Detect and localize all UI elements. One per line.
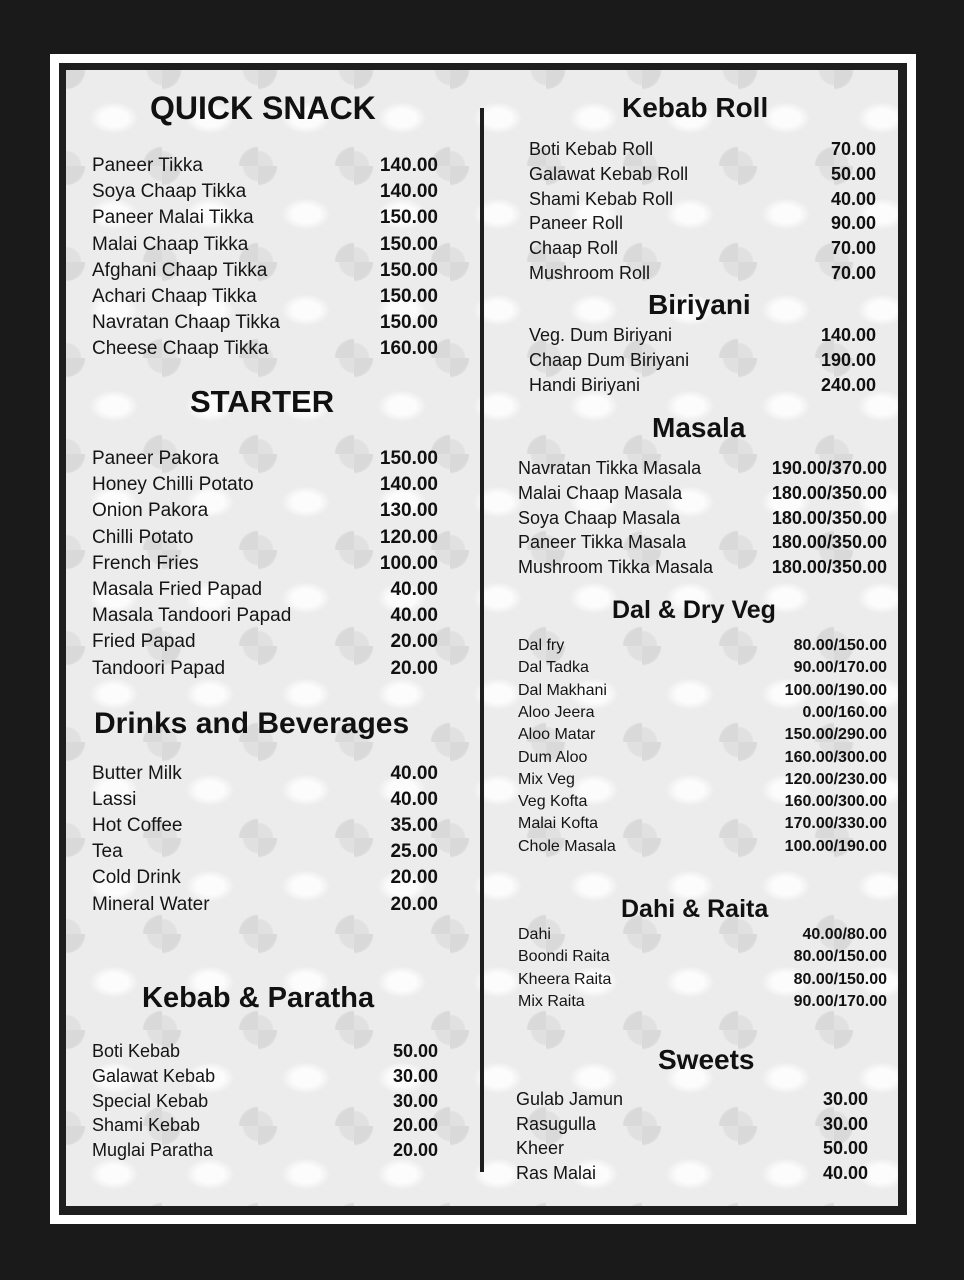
menu-item-name: Dahi bbox=[518, 926, 551, 943]
menu-item-name: Paneer Malai Tikka bbox=[92, 207, 254, 229]
menu-item-name: Dal fry bbox=[518, 637, 565, 654]
menu-item-name: Achari Chaap Tikka bbox=[92, 286, 257, 307]
menu-item-price: 70.00 bbox=[830, 263, 876, 283]
menu-item-price: 50.00 bbox=[830, 163, 876, 184]
menu-item-price: 140.00 bbox=[379, 155, 438, 176]
menu-item-name: Paneer Tikka bbox=[92, 155, 203, 176]
menu-item-name: Shami Kebab bbox=[92, 1115, 201, 1136]
menu-item-name: Galawat Kebab bbox=[92, 1065, 216, 1086]
menu-item-name: Muglai Paratha bbox=[92, 1140, 214, 1161]
sweets-heading: Sweets bbox=[658, 1044, 755, 1075]
menu-item-price: 40.00 bbox=[830, 188, 876, 209]
menu-item-name: Aloo Jeera bbox=[518, 703, 595, 721]
menu-item-name: Chaap Dum Biriyani bbox=[529, 349, 690, 370]
menu-item-price: 40.00/80.00 bbox=[802, 926, 887, 943]
menu-item-name: Navratan Chaap Tikka bbox=[92, 312, 280, 334]
menu-item-price: 130.00 bbox=[379, 500, 438, 522]
menu-item-name: Handi Biriyani bbox=[529, 374, 641, 395]
menu-item-price: 20.00 bbox=[390, 631, 438, 653]
menu-item-price: 240.00 bbox=[820, 374, 876, 395]
menu-item-name: Veg. Dum Biriyani bbox=[529, 325, 673, 345]
menu-item-price: 150.00 bbox=[379, 448, 438, 469]
menu-item-price: 40.00 bbox=[822, 1162, 868, 1183]
menu-item-price: 70.00 bbox=[830, 139, 876, 159]
menu-item-price: 50.00 bbox=[392, 1041, 438, 1061]
menu-item-name: Special Kebab bbox=[92, 1090, 209, 1111]
menu-item-name: Malai Chaap Tikka bbox=[92, 233, 249, 255]
menu-item-price: 30.00 bbox=[392, 1065, 438, 1086]
menu-item-price: 140.00 bbox=[379, 181, 438, 203]
menu-item-price: 0.00/160.00 bbox=[802, 703, 887, 721]
menu-item-name: Cheese Chaap Tikka bbox=[92, 338, 269, 360]
menu-item-name: Tandoori Papad bbox=[92, 657, 226, 679]
menu-item-price: 160.00/300.00 bbox=[784, 793, 887, 811]
menu-item-name: Boti Kebab Roll bbox=[529, 139, 654, 159]
menu-item-name: Mineral Water bbox=[92, 893, 210, 915]
menu-item-price: 20.00 bbox=[390, 657, 438, 679]
menu-item-price: 100.00 bbox=[379, 552, 438, 574]
menu-item-name: Afghani Chaap Tikka bbox=[92, 259, 268, 281]
menu-item-price: 30.00 bbox=[822, 1089, 868, 1109]
menu-item-price: 80.00/150.00 bbox=[793, 948, 887, 966]
menu-item-name: Masala Fried Papad bbox=[92, 579, 263, 600]
menu-item-name: Soya Chaap Tikka bbox=[92, 181, 247, 203]
biriyani-heading: Biriyani bbox=[648, 289, 751, 320]
menu-item-name: Mushroom Tikka Masala bbox=[518, 557, 714, 578]
menu-item-name: Lassi bbox=[92, 789, 137, 811]
menu-item-name: Rasugulla bbox=[516, 1113, 597, 1134]
menu-item-price: 20.00 bbox=[392, 1115, 438, 1136]
menu-item-name: Shami Kebab Roll bbox=[529, 188, 674, 209]
menu-item-price: 150.00 bbox=[379, 286, 438, 307]
menu-item-price: 160.00/300.00 bbox=[784, 748, 887, 766]
menu-item-name: Soya Chaap Masala bbox=[518, 507, 681, 528]
menu-item-price: 50.00 bbox=[822, 1138, 868, 1159]
menu-item-price: 90.00 bbox=[830, 213, 876, 234]
menu-item-name: Gulab Jamun bbox=[516, 1089, 624, 1109]
menu-item-price: 140.00 bbox=[820, 325, 876, 345]
menu-item-price: 170.00/330.00 bbox=[784, 815, 887, 833]
menu-item-price: 150.00 bbox=[379, 312, 438, 334]
menu-item-name: Honey Chilli Potato bbox=[92, 474, 254, 496]
menu-item-name: Kheer bbox=[516, 1138, 565, 1159]
menu-item-name: Masala Tandoori Papad bbox=[92, 605, 292, 627]
column-divider bbox=[480, 108, 484, 1172]
menu-item-price: 25.00 bbox=[390, 841, 438, 863]
menu-item-name: Galawat Kebab Roll bbox=[529, 163, 689, 184]
menu-item-price: 35.00 bbox=[390, 815, 438, 837]
menu-item-price: 40.00 bbox=[390, 789, 438, 811]
menu-item-price: 20.00 bbox=[390, 867, 438, 889]
kebab-roll-heading: Kebab Roll bbox=[622, 92, 769, 123]
menu-item-name: Malai Kofta bbox=[518, 815, 599, 833]
menu-item-name: Dum Aloo bbox=[518, 748, 588, 766]
menu-item-price: 30.00 bbox=[392, 1090, 438, 1111]
menu-item-price: 80.00/150.00 bbox=[793, 970, 887, 988]
menu-item-name: Tea bbox=[92, 841, 123, 863]
menu-item-price: 30.00 bbox=[822, 1113, 868, 1134]
starter-heading: STARTER bbox=[190, 384, 335, 419]
masala-heading: Masala bbox=[652, 412, 746, 443]
menu-item-name: Chole Masala bbox=[518, 837, 616, 855]
menu-item-name: French Fries bbox=[92, 552, 199, 574]
menu-item-price: 90.00/170.00 bbox=[793, 992, 887, 1010]
menu-item-name: Veg Kofta bbox=[518, 793, 588, 811]
drinks-heading: Drinks and Beverages bbox=[94, 707, 410, 740]
menu-item-price: 180.00/350.00 bbox=[771, 557, 887, 578]
menu-item-name: Mix Veg bbox=[518, 770, 575, 788]
menu-item-price: 150.00 bbox=[379, 233, 438, 255]
menu-item-price: 150.00 bbox=[379, 259, 438, 281]
menu-item-name: Chaap Roll bbox=[529, 238, 619, 259]
menu-item-name: Dal Tadka bbox=[518, 659, 589, 677]
menu-item-name: Mix Raita bbox=[518, 992, 585, 1010]
menu-item-name: Mushroom Roll bbox=[529, 263, 651, 283]
quick-snack-heading: QUICK SNACK bbox=[150, 90, 376, 126]
menu-item-name: Malai Chaap Masala bbox=[518, 482, 683, 503]
menu-item-price: 190.00 bbox=[820, 349, 876, 370]
menu-item-name: Ras Malai bbox=[516, 1162, 597, 1183]
menu-item-price: 180.00/350.00 bbox=[771, 532, 887, 553]
menu-item-price: 160.00 bbox=[379, 338, 438, 360]
dahi-raita-heading: Dahi & Raita bbox=[621, 895, 769, 923]
menu-item-price: 120.00/230.00 bbox=[784, 770, 887, 788]
menu-item-price: 180.00/350.00 bbox=[771, 482, 887, 503]
menu-item-price: 100.00/190.00 bbox=[784, 837, 887, 855]
menu-item-price: 40.00 bbox=[390, 605, 438, 627]
menu-item-name: Fried Papad bbox=[92, 631, 196, 653]
menu-item-price: 90.00/170.00 bbox=[793, 659, 887, 677]
menu-item-name: Hot Coffee bbox=[92, 815, 183, 837]
menu-item-name: Navratan Tikka Masala bbox=[518, 458, 702, 478]
menu-item-price: 180.00/350.00 bbox=[771, 507, 887, 528]
menu-item-name: Kheera Raita bbox=[518, 970, 612, 988]
menu-item-price: 20.00 bbox=[392, 1140, 438, 1161]
menu-item-name: Boti Kebab bbox=[92, 1041, 181, 1061]
kebab-paratha-heading: Kebab & Paratha bbox=[142, 982, 375, 1014]
menu-item-price: 40.00 bbox=[390, 763, 438, 784]
menu-item-price: 100.00/190.00 bbox=[784, 681, 887, 699]
menu-item-name: Chilli Potato bbox=[92, 526, 194, 548]
menu-item-price: 40.00 bbox=[390, 579, 438, 600]
menu-item-price: 20.00 bbox=[390, 893, 438, 915]
menu-item-name: Boondi Raita bbox=[518, 948, 610, 966]
menu-item-price: 150.00 bbox=[379, 207, 438, 229]
menu-item-price: 150.00/290.00 bbox=[784, 726, 887, 744]
menu-item-name: Paneer Tikka Masala bbox=[518, 532, 687, 553]
menu-item-price: 120.00 bbox=[379, 526, 438, 548]
menu-item-name: Paneer Pakora bbox=[92, 448, 219, 469]
menu-item-price: 190.00/370.00 bbox=[771, 458, 887, 478]
menu-item-price: 80.00/150.00 bbox=[793, 637, 887, 654]
menu-item-name: Cold Drink bbox=[92, 867, 181, 889]
menu-item-name: Onion Pakora bbox=[92, 500, 209, 522]
menu-item-name: Paneer Roll bbox=[529, 213, 624, 234]
menu-item-name: Dal Makhani bbox=[518, 681, 607, 699]
dal-dry-veg-heading: Dal & Dry Veg bbox=[612, 596, 776, 624]
menu-item-name: Aloo Matar bbox=[518, 726, 596, 744]
menu-item-price: 140.00 bbox=[379, 474, 438, 496]
menu-item-price: 70.00 bbox=[830, 238, 876, 259]
menu-item-name: Butter Milk bbox=[92, 763, 182, 784]
